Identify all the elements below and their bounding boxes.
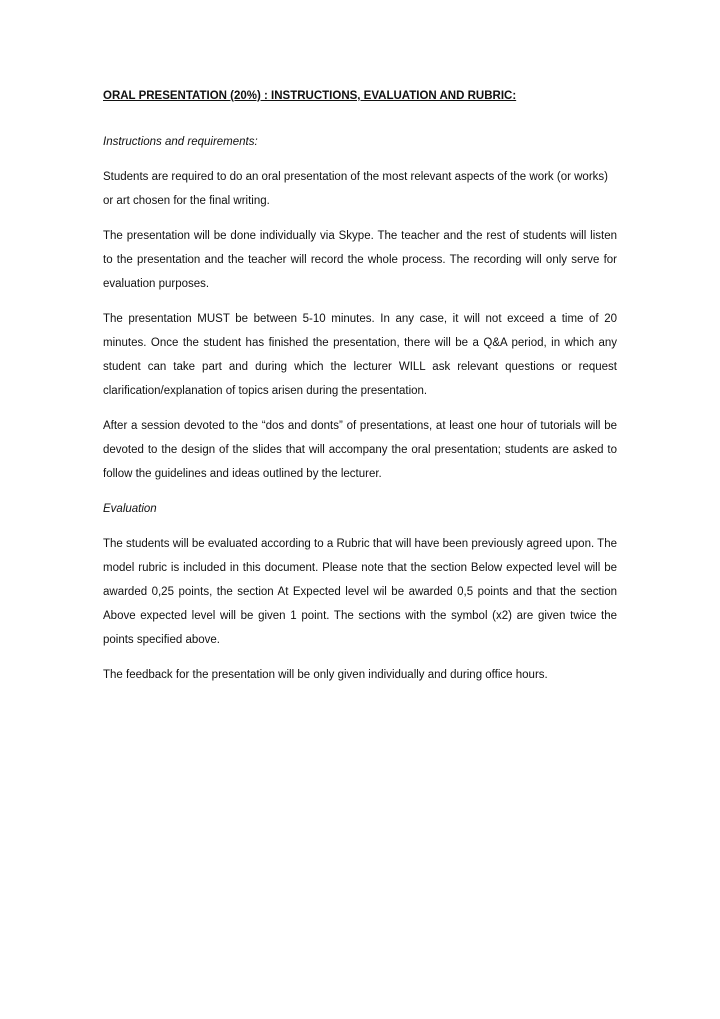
paragraph-skype: The presentation will be done individually via Skype. The teacher and the rest of students will listen to the presentation and the teacher will record the whole process. The recording will only serve for evaluation purposes. bbox=[103, 230, 617, 290]
document-body bbox=[103, 84, 617, 698]
paragraph-rubric: The students will be evaluated according to a Rubric that will have been previously agreed upon. The model rubric is included in this document. Please note that the section Below expected level will be awarded 0,25 points, the section At Expected level wil be awarded 0,5 points and that the section Above expected level will be given 1 point. The sections with the symbol (x2) are given twice the points specified above. bbox=[103, 538, 617, 646]
paragraph-feedback: The feedback for the presentation will be only given individually and during office hours. bbox=[103, 669, 548, 681]
paragraph-requirements: Students are required to do an oral presentation of the most relevant aspects of the work (or works) or art chosen for the final writing. bbox=[103, 171, 608, 207]
evaluation-heading: Evaluation bbox=[103, 503, 157, 515]
document-title: ORAL PRESENTATION (20%) : INSTRUCTIONS, EVALUATION AND RUBRIC: bbox=[103, 90, 517, 102]
paragraph-duration: The presentation MUST be between 5-10 minutes. In any case, it will not exceed a time of 20 minutes. Once the student has finished the presentation, there will be a Q&A period, in which any student can take part and during which the lecturer WILL ask relevant questions or request clarification/explanation of topics arisen during the presentation. bbox=[103, 313, 617, 397]
instructions-heading: Instructions and requirements: bbox=[103, 136, 258, 148]
paragraph-tutorials: After a session devoted to the “dos and donts” of presentations, at least one hour of tutorials will be devoted to the design of the slides that will accompany the oral presentation; students are asked to follow the guidelines and ideas outlined by the lecturer. bbox=[103, 420, 617, 480]
